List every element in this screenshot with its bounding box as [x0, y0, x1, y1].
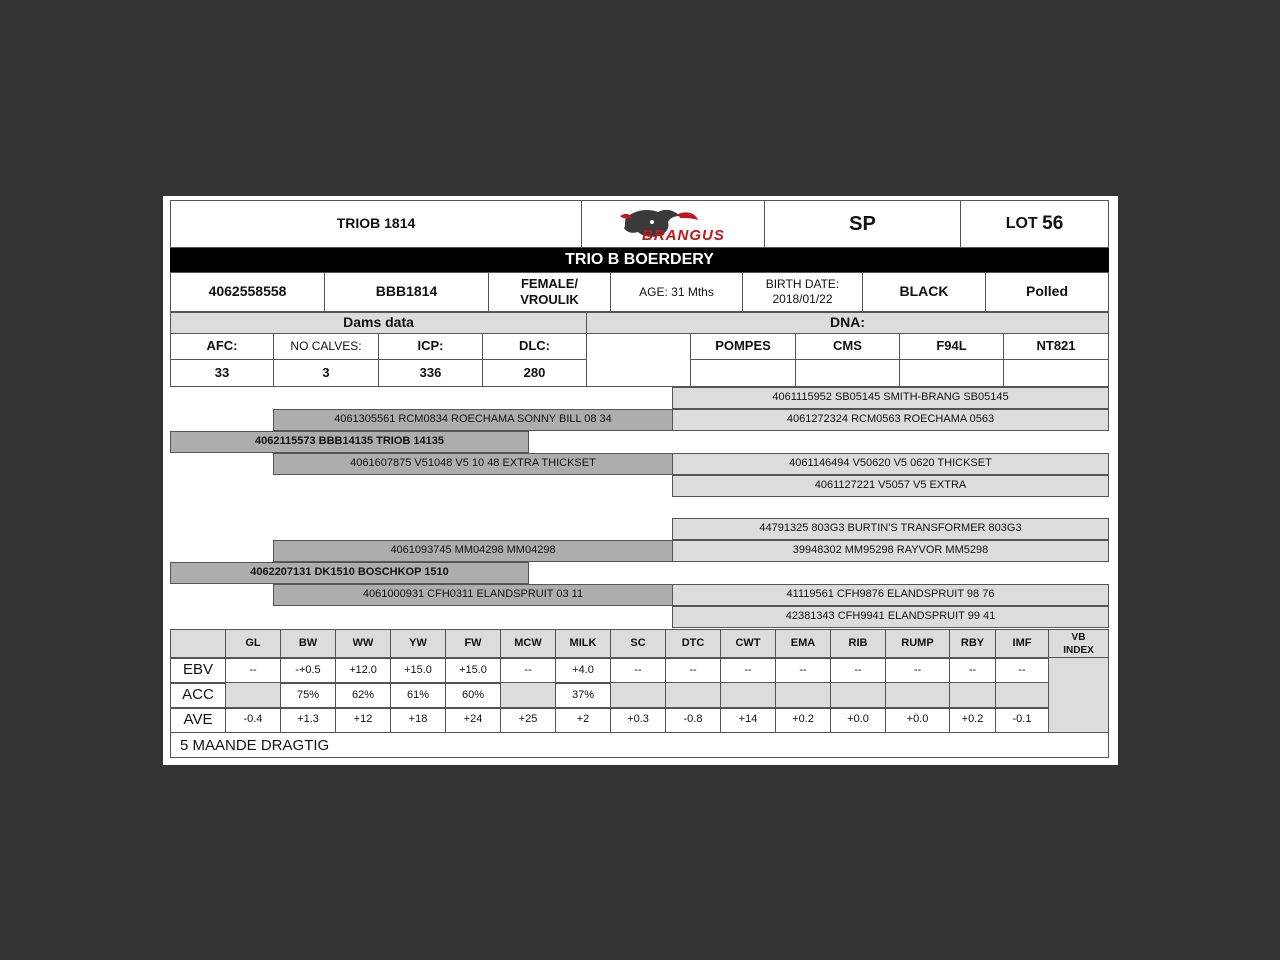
ebv-acc-rby: [949, 682, 996, 709]
horn-field: Polled: [985, 272, 1109, 312]
ebv-ave-fw: +24: [445, 707, 501, 733]
lot-number: 56: [1042, 213, 1064, 235]
ebv-ebv-fw: +15.0: [445, 657, 501, 684]
ebv-col-rby: RBY: [949, 629, 996, 659]
ebv-ave-sc: +0.3: [610, 707, 666, 733]
ebv-ebv-imf: --: [995, 657, 1049, 684]
ebv-ebv-ema: --: [775, 657, 831, 684]
pedigree-dam-dam: 4061000931 CFH0311 ELANDSPRUIT 03 11: [273, 584, 673, 606]
lot-label: LOT: [1005, 215, 1038, 232]
ebv-acc-ww: 62%: [335, 682, 391, 709]
vb-index-header: [1048, 629, 1109, 659]
vb-index-line-2: INDEX: [1063, 645, 1094, 656]
dams-header-afc: AFC:: [170, 333, 274, 360]
ebv-col-bw: BW: [280, 629, 336, 659]
ebv-col-dtc: DTC: [665, 629, 721, 659]
vb-index-value: [1048, 657, 1109, 733]
ebv-ebv-cwt: --: [720, 657, 776, 684]
birth-date-field: [742, 272, 863, 312]
dams-header-icp: ICP:: [378, 333, 483, 360]
ebv-ave-cwt: +14: [720, 707, 776, 733]
ebv-ave-rby: +0.2: [949, 707, 996, 733]
ebv-col-fw: FW: [445, 629, 501, 659]
ebv-acc-gl: [225, 682, 281, 709]
ebv-col-yw: YW: [390, 629, 446, 659]
dams-value-calves: 3: [273, 359, 379, 387]
ebv-acc-mcw: [500, 682, 556, 709]
ebv-acc-yw: 61%: [390, 682, 446, 709]
pedigree-sire-dam: 4061607875 V51048 V5 10 48 EXTRA THICKSET: [273, 453, 673, 475]
ebv-ebv-yw: +15.0: [390, 657, 446, 684]
pedigree-dam-sire-dam: 39948302 MM95298 RAYVOR MM5298: [672, 540, 1109, 562]
ebv-acc-milk: 37%: [555, 682, 611, 709]
dna-header-f94l: F94L: [899, 333, 1004, 360]
ebv-ebv-mcw: --: [500, 657, 556, 684]
ebv-ave-ema: +0.2: [775, 707, 831, 733]
ebv-acc-imf: [995, 682, 1049, 709]
ebv-col-milk: MILK: [555, 629, 611, 659]
brangus-logo: [581, 200, 765, 248]
age-field: AGE: 31 Mths: [610, 272, 743, 312]
row-label-ave: AVE: [170, 707, 226, 733]
logo-text: BRANGUS: [642, 227, 725, 244]
dna-value-f94l: [899, 359, 1004, 387]
ebv-acc-ema: [775, 682, 831, 709]
ebv-acc-sc: [610, 682, 666, 709]
pedigree-dam-dam-sire: 41119561 CFH9876 ELANDSPRUIT 98 76: [672, 584, 1109, 606]
ebv-acc-fw: 60%: [445, 682, 501, 709]
ebv-ave-gl: -0.4: [225, 707, 281, 733]
ebv-col-ema: EMA: [775, 629, 831, 659]
pedigree-sire-sire-dam: 4061272324 RCM0563 ROECHAMA 0563: [672, 409, 1109, 431]
dams-value-icp: 336: [378, 359, 483, 387]
ebv-ebv-rby: --: [949, 657, 996, 684]
pedigree-sire-dam-sire: 4061146494 V50620 V5 0620 THICKSET: [672, 453, 1109, 475]
ebv-ebv-bw: -+0.5: [280, 657, 336, 684]
dna-value-cms: [795, 359, 900, 387]
animal-name: TRIOB 1814: [170, 200, 582, 248]
ebv-ave-mcw: +25: [500, 707, 556, 733]
sex-field: [488, 272, 611, 312]
birth-date: 2018/01/22: [772, 292, 833, 306]
ebv-col-mcw: MCW: [500, 629, 556, 659]
dna-header-nt821: NT821: [1003, 333, 1109, 360]
pedigree-dam-sire: 4061093745 MM04298 MM04298: [273, 540, 673, 562]
pedigree-dam: 4062207131 DK1510 BOSCHKOP 1510: [170, 562, 529, 584]
ebv-ebv-rib: --: [830, 657, 886, 684]
ebv-ave-rump: +0.0: [885, 707, 950, 733]
ebv-ebv-dtc: --: [665, 657, 721, 684]
ebv-col-ww: WW: [335, 629, 391, 659]
ebv-corner-cell: [170, 629, 226, 659]
pedigree-sire-sire: 4061305561 RCM0834 ROECHAMA SONNY BILL 08 34: [273, 409, 673, 431]
ebv-acc-bw: 75%: [280, 682, 336, 709]
dams-value-afc: 33: [170, 359, 274, 387]
ebv-ebv-milk: +4.0: [555, 657, 611, 684]
ebv-acc-dtc: [665, 682, 721, 709]
sex-line-1: FEMALE/: [520, 275, 579, 291]
pedigree-dam-sire-sire: 44791325 803G3 BURTIN'S TRANSFORMER 803G3: [672, 518, 1109, 540]
dna-value-nt821: [1003, 359, 1109, 387]
dna-value-pompes: [690, 359, 796, 387]
dams-header-calves: NO CALVES:: [273, 333, 379, 360]
ebv-acc-rib: [830, 682, 886, 709]
ebv-acc-rump: [885, 682, 950, 709]
vb-index-line-1: VB: [1071, 632, 1086, 643]
colour-field: BLACK: [862, 272, 986, 312]
ebv-ave-imf: -0.1: [995, 707, 1049, 733]
row-label-ebv: EBV: [170, 657, 226, 684]
ebv-ave-dtc: -0.8: [665, 707, 721, 733]
ebv-ebv-gl: --: [225, 657, 281, 684]
ebv-ebv-ww: +12.0: [335, 657, 391, 684]
animal-id: BBB1814: [324, 272, 489, 312]
pedigree-sire-dam-dam: 4061127221 V5057 V5 EXTRA: [672, 475, 1109, 497]
ebv-ebv-sc: --: [610, 657, 666, 684]
lot-card: [163, 196, 1118, 765]
dna-header-cms: CMS: [795, 333, 900, 360]
pedigree-dam-dam-dam: 42381343 CFH9941 ELANDSPRUIT 99 41: [672, 606, 1109, 628]
lot-box: [960, 200, 1109, 248]
ebv-col-sc: SC: [610, 629, 666, 659]
ebv-ave-milk: +2: [555, 707, 611, 733]
ebv-acc-cwt: [720, 682, 776, 709]
ebv-ave-rib: +0.0: [830, 707, 886, 733]
reg-number: 4062558558: [170, 272, 325, 312]
code-label: SP: [764, 200, 961, 248]
dna-blank-cell: [586, 333, 691, 387]
ebv-ave-ww: +12: [335, 707, 391, 733]
note: 5 MAANDE DRAGTIG: [170, 732, 1109, 758]
ebv-col-cwt: CWT: [720, 629, 776, 659]
dna-header-pompes: POMPES: [690, 333, 796, 360]
ebv-ebv-rump: --: [885, 657, 950, 684]
ebv-ave-bw: +1.3: [280, 707, 336, 733]
owner-bar: TRIO B BOERDERY: [170, 248, 1109, 272]
row-label-acc: ACC: [170, 682, 226, 709]
ebv-ave-yw: +18: [390, 707, 446, 733]
ebv-col-imf: IMF: [995, 629, 1049, 659]
pedigree-sire: 4062115573 BBB14135 TRIOB 14135: [170, 431, 529, 453]
ebv-col-gl: GL: [225, 629, 281, 659]
dams-title: Dams data: [170, 312, 587, 334]
ebv-col-rib: RIB: [830, 629, 886, 659]
dna-title: DNA:: [586, 312, 1109, 334]
pedigree-sire-sire-sire: 4061115952 SB05145 SMITH-BRANG SB05145: [672, 387, 1109, 409]
dams-header-dlc: DLC:: [482, 333, 587, 360]
ebv-col-rump: RUMP: [885, 629, 950, 659]
sex-line-2: VROULIK: [520, 292, 579, 307]
birth-label: BIRTH DATE:: [765, 277, 840, 291]
dams-value-dlc: 280: [482, 359, 587, 387]
